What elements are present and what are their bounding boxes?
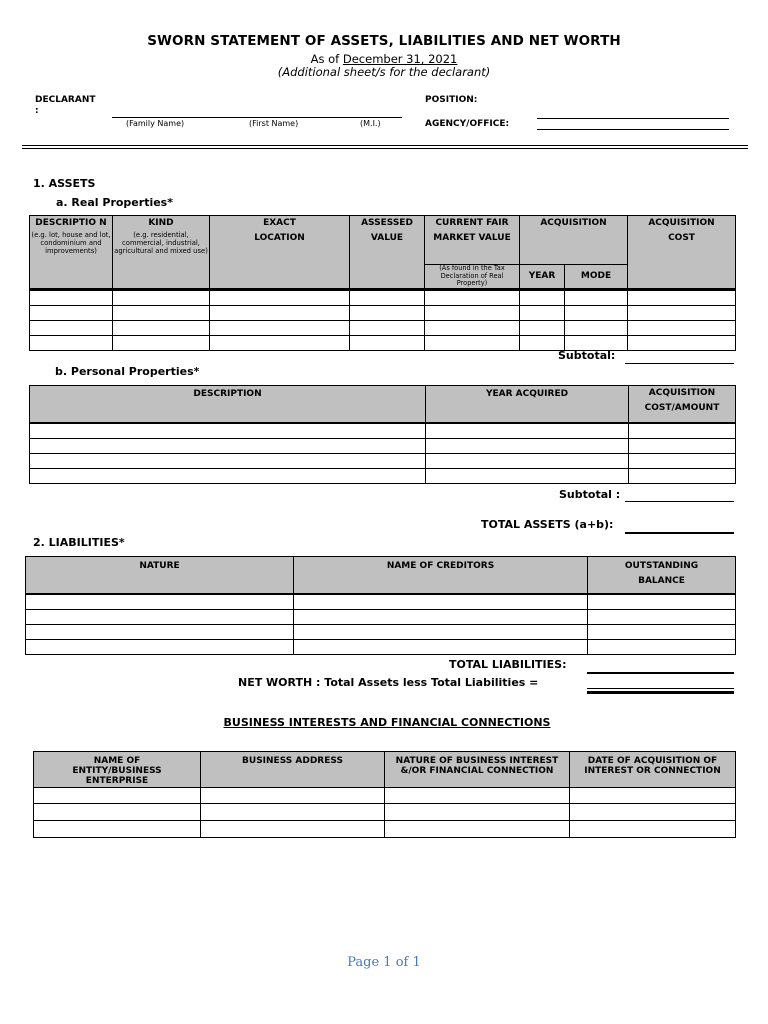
agency-line[interactable] [537,129,729,130]
cost-title: ACQUISITION COST [648,218,715,243]
acquisition-cost-title: ACQUISITION COST/AMOUNT [644,388,720,413]
col-header-acquisition-cost [629,386,736,423]
description-note: (e.g. lot, house and lot, condominium and improvements) [31,230,111,255]
table-row[interactable] [34,821,736,838]
assessed-title: ASSESSED VALUE [361,218,413,243]
table-row[interactable] [26,624,736,639]
net-worth-label: NET WORTH : Total Assets less Total Liabilities = [238,676,539,689]
liabilities-heading: 2. LIABILITIES* [33,536,125,549]
description-title: DESCRIPTIO N [35,218,107,228]
total-assets-label: TOTAL ASSETS (a+b): [481,518,614,531]
position-label: POSITION: [425,95,478,105]
table-row[interactable] [30,453,736,468]
total-liabilities-line[interactable] [587,672,734,674]
col-header-assessed [350,216,425,290]
col-header-year: YEAR [520,265,565,290]
divider-bottom [22,148,748,149]
form-subtitle: (Additional sheet/s for the declarant) [277,65,491,79]
table-row[interactable] [34,788,736,804]
col-header-creditors: NAME OF CREDITORS [294,557,588,594]
col-header-balance [588,557,736,594]
date-acquired-title: DATE OF ACQUISITION OF INTEREST OR CONNECTION [584,756,721,776]
kind-note: (e.g. residential, commercial, industrial, agricultural and mixed use) [114,230,208,255]
first-name-caption: (First Name) [249,119,299,128]
family-name-caption: (Family Name) [126,119,185,128]
real-subtotal-line[interactable] [625,363,734,364]
col-header-date-acquired [570,752,736,788]
col-header-fair-value [425,216,520,265]
personal-properties-table [29,385,736,484]
table-row[interactable] [30,423,736,439]
entity-title: NAME OF ENTITY/BUSINESS ENTERPRISE [72,756,162,786]
personal-properties-heading: b. Personal Properties* [55,365,200,378]
page-number: Page 1 of 1 [347,955,421,970]
position-line[interactable] [537,118,729,119]
assets-heading: 1. ASSETS [33,177,96,190]
fair-value-note: (As found in the Tax Declaration of Real Property) [425,265,520,290]
col-header-year-acquired: YEAR ACQUIRED [426,386,629,423]
col-header-nature: NATURE [26,557,294,594]
business-table [33,751,736,838]
col-header-business-nature [385,752,570,788]
real-properties-table [29,215,736,351]
col-header-address: BUSINESS ADDRESS [201,752,385,788]
real-subtotal-label: Subtotal: [558,349,616,362]
divider-top [22,145,748,146]
kind-title: KIND [148,218,174,228]
col-header-description [30,216,113,290]
real-properties-heading: a. Real Properties* [56,196,173,209]
net-worth-line-bottom [587,691,734,694]
agency-label: AGENCY/OFFICE: [425,119,510,129]
col-header-kind [113,216,210,290]
col-header-mode: MODE [565,265,628,290]
declarant-colon: : [35,106,39,116]
table-row[interactable] [30,305,736,320]
col-header-cost [628,216,736,290]
col-header-location [210,216,350,290]
table-row[interactable] [26,594,736,610]
col-header-entity [34,752,201,788]
table-row[interactable] [26,639,736,654]
table-row[interactable] [34,804,736,821]
net-worth-line-top[interactable] [587,688,734,689]
personal-subtotal-label: Subtotal : [559,488,621,501]
col-header-personal-description: DESCRIPTION [30,386,426,423]
balance-title: OUTSTANDING BALANCE [624,561,699,586]
business-heading: BUSINESS INTERESTS AND FINANCIAL CONNECTIONS [223,716,551,729]
table-row[interactable] [30,468,736,483]
table-row[interactable] [30,289,736,305]
table-row[interactable] [30,438,736,453]
business-nature-title: NATURE OF BUSINESS INTEREST &/OR FINANCIAL CONNECTION [395,756,559,776]
declarant-label: DECLARANT [35,95,96,105]
location-title: EXACT LOCATION [254,218,305,243]
total-assets-line[interactable] [625,532,734,534]
as-of-line [0,52,768,66]
total-liabilities-label: TOTAL LIABILITIES: [449,658,567,671]
fair-value-title: CURRENT FAIR MARKET VALUE [433,218,511,243]
as-of-date: December 31, 2021 [342,52,458,66]
table-row[interactable] [26,609,736,624]
as-of-prefix: As of [310,52,343,66]
form-title: SWORN STATEMENT OF ASSETS, LIABILITIES AND NET WORTH [147,33,621,49]
declarant-name-line[interactable] [112,117,402,118]
table-row[interactable] [30,335,736,350]
liabilities-table [25,556,736,655]
table-row[interactable] [30,320,736,335]
personal-subtotal-line[interactable] [625,501,734,502]
mi-caption: (M.I.) [360,119,381,128]
col-header-acquisition: ACQUISITION [520,216,628,265]
